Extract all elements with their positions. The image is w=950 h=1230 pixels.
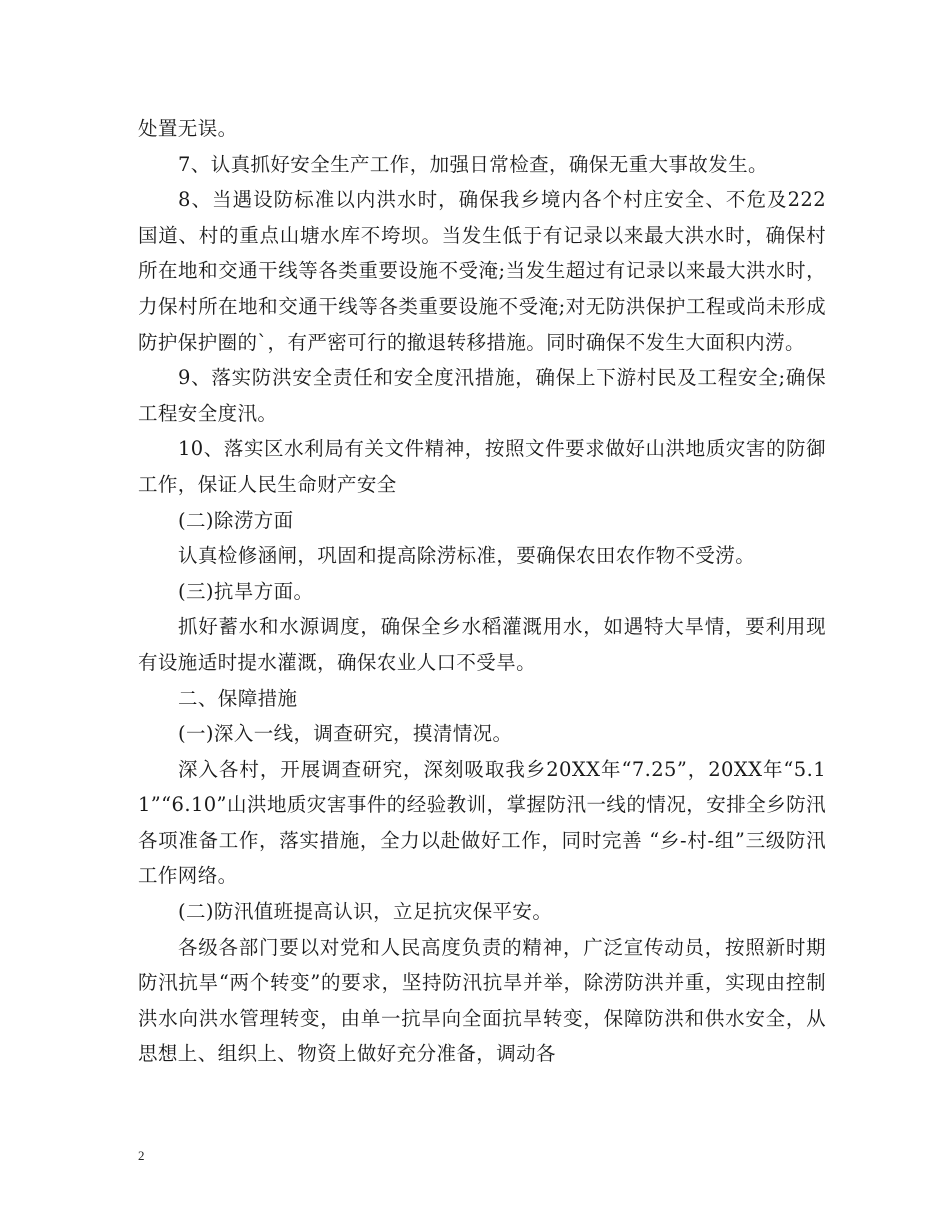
section-heading: 二、保障措施 (178, 686, 298, 710)
paragraph: 7、认真抓好安全生产工作，加强日常检查，确保无重大事故发生。 (178, 152, 768, 176)
paragraph: 9、落实防洪安全责任和安全度汛措施，确保上下游村民及工程安全;确保工程安全度汛。 (138, 366, 826, 425)
paragraph: 认真检修涵闸，巩固和提高除涝标准，要确保农田农作物不受涝。 (178, 544, 756, 568)
section-heading: (二)防汛值班提高认识，立足抗灾保平安。 (178, 900, 553, 924)
document-body (138, 111, 826, 1072)
paragraph: 深入各村，开展调查研究，深刻吸取我乡20XX年“7.25”，20XX年“5.11”“6.10”山洪地质灾害事件的经验教训，掌握防汛一线的情况，安排全乡防汛各项准备工作，落实措施，全力以赴做好工作，同时完善 “乡-村-组”三级防汛工作网络。 (138, 757, 826, 888)
paragraph: 各级各部门要以对党和人民高度负责的精神，广泛宣传动员，按照新时期防汛抗旱“两个转变”的要求，坚持防汛抗旱并举，除涝防洪并重，实现由控制洪水向洪水管理转变，由单一抗旱向全面抗旱转变，保障防洪和供水安全，从思想上、组织上、物资上做好充分准备，调动各 (138, 935, 826, 1066)
paragraph: 处置无误。 (138, 117, 238, 140)
section-heading: (二)除涝方面 (178, 508, 294, 532)
section-heading: (一)深入一线，调查研究，摸清情况。 (178, 722, 513, 746)
paragraph: 8、当遇设防标准以内洪水时，确保我乡境内各个村庄安全、不危及222国道、村的重点山塘水库不垮坝。当发生低于有记录以来最大洪水时，确保村所在地和交通干线等各类重要设施不受淹;当发生超过有记录以来最大洪水时，力保村所在地和交通干线等各类重要设施不受淹;对无防洪保护工程或尚未形成防护保护圈的`，有严密可行的撤退转移措施。同时确保不发生大面积内涝。 (138, 188, 826, 354)
page-number: 2 (138, 1148, 145, 1163)
paragraph: 10、落实区水利局有关文件精神，按照文件要求做好山洪地质灾害的防御工作，保证人民生命财产安全 (138, 437, 826, 496)
paragraph: 抓好蓄水和水源调度，确保全乡水稻灌溉用水，如遇特大旱情，要利用现有设施适时提水灌溉，确保农业人口不受旱。 (138, 615, 826, 674)
section-heading: (三)抗旱方面。 (178, 579, 314, 603)
